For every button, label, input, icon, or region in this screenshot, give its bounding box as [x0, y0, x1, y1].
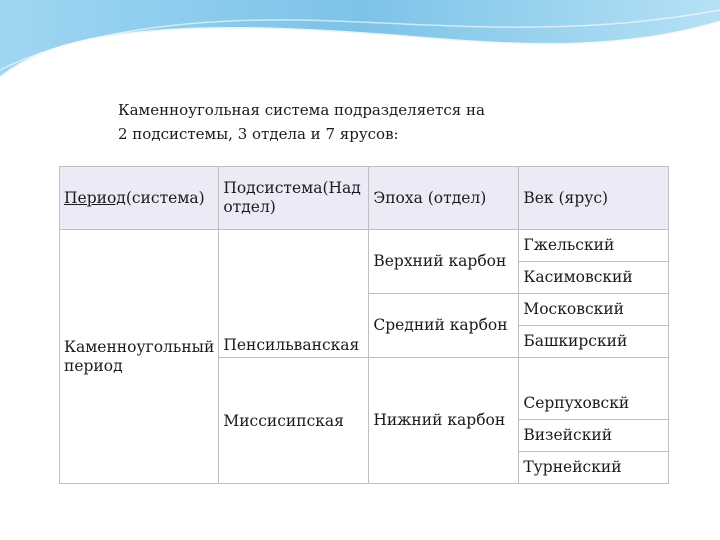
header-period-rest: (система): [125, 188, 205, 207]
header-epoch: Эпоха (отдел): [369, 167, 519, 230]
age-cell: Турнейский: [519, 452, 669, 484]
intro-text: [118, 98, 538, 146]
subsystem-cell: Пенсильванская: [219, 230, 369, 358]
carboniferous-table: [59, 166, 669, 484]
header-subsystem: Подсистема(Над отдел): [219, 167, 369, 230]
age-cell: Касимовский: [519, 262, 669, 294]
age-cell: Визейский: [519, 420, 669, 452]
header-period: [60, 167, 219, 230]
intro-line-1: Каменноугольная система подразделяется на: [118, 101, 485, 119]
age-cell: Серпуховскй: [519, 358, 669, 420]
epoch-cell: Нижний карбон: [369, 358, 519, 484]
epoch-cell: Верхний карбон: [369, 230, 519, 294]
header-period-underlined: Период: [64, 188, 126, 207]
age-cell: Московский: [519, 294, 669, 326]
header-age: Век (ярус): [519, 167, 669, 230]
subsystem-cell: Миссисипская: [219, 358, 369, 484]
age-cell: Башкирский: [519, 326, 669, 358]
table-row: [60, 230, 669, 262]
table-header-row: [60, 167, 669, 230]
age-cell: Гжельский: [519, 230, 669, 262]
period-cell: Каменноугольный период: [60, 230, 219, 484]
epoch-cell: Средний карбон: [369, 294, 519, 358]
decorative-wave-banner: [0, 0, 720, 90]
intro-line-2: 2 подсистемы, 3 отдела и 7 ярусов:: [118, 125, 399, 143]
